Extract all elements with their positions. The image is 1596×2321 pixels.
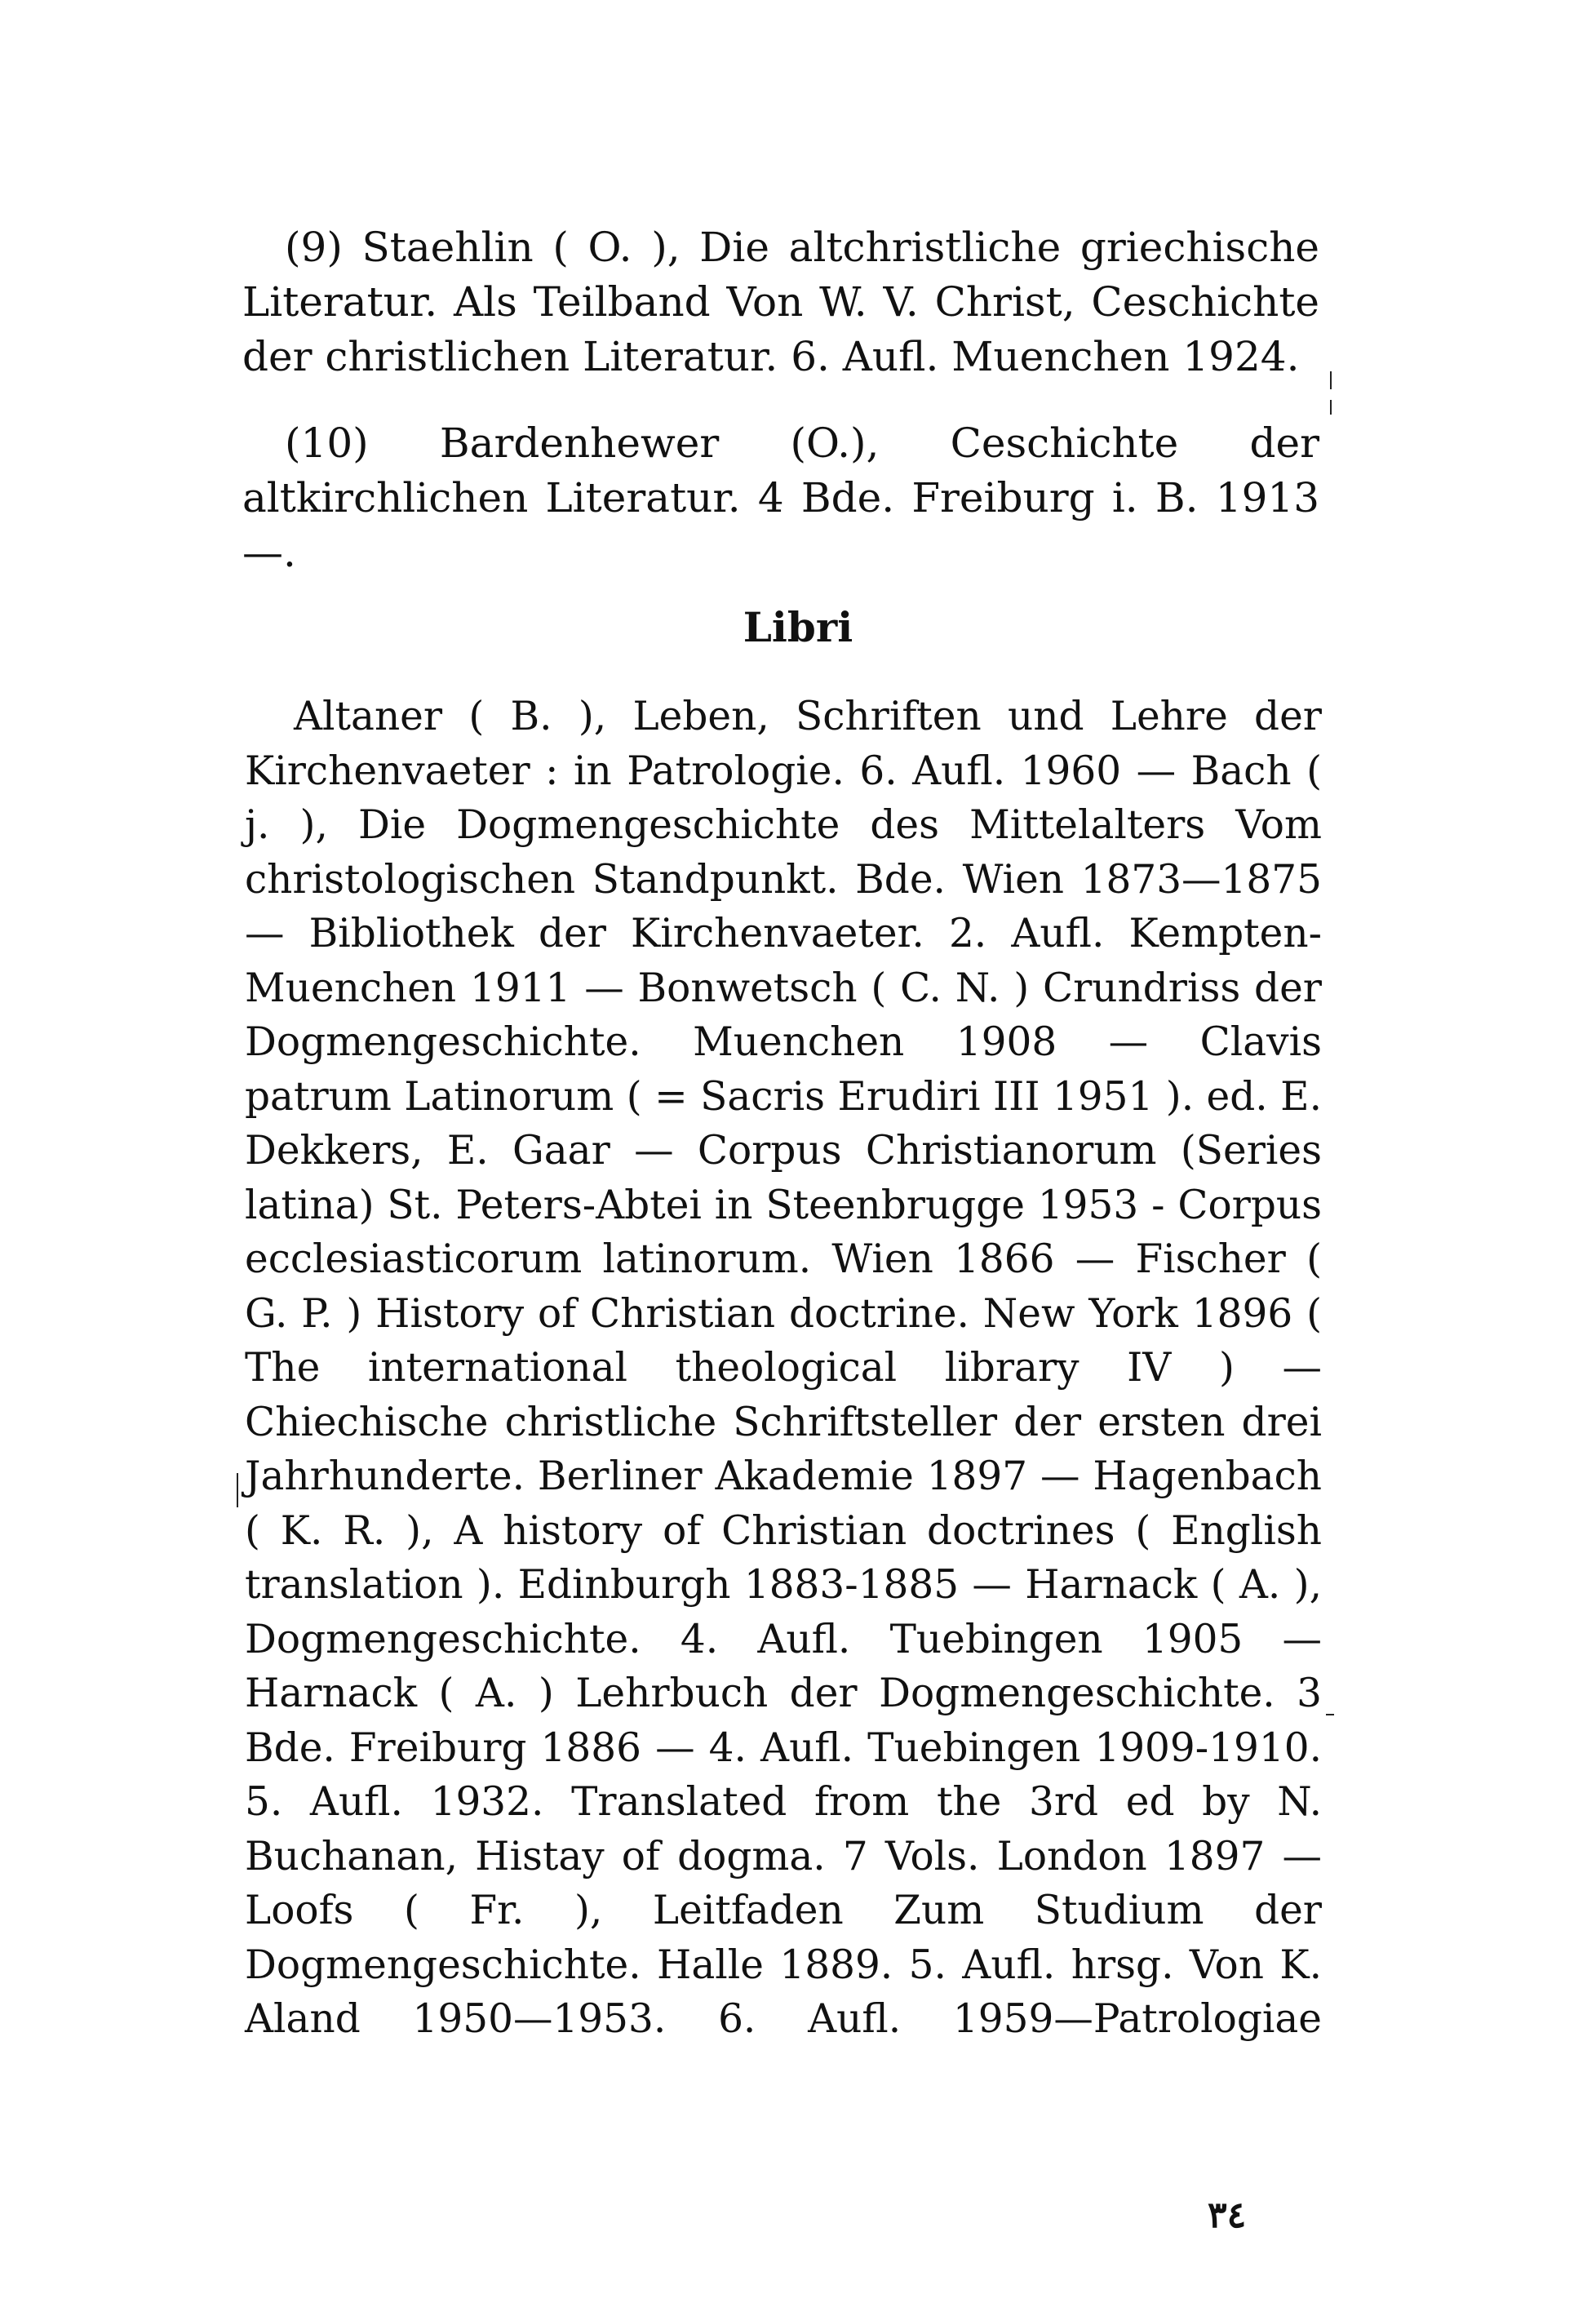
- margin-mark: [1326, 1714, 1334, 1715]
- libri-bibliography-paragraph: Altaner ( B. ), Leben, Schriften und Lehre der Kirchenvaeter : in Patrologie. 6. Aufl. 1960 — Bach ( j. ), Die Dogmengeschichte des Mittelalters Vom christologischen Standpunkt. Bde. Wien 1873—1875— Bibliothek der Kirchenvaeter. 2. Aufl. Kempten- Muenchen 1911 — Bonwetsch ( C. N. ) Crundriss der Dogmengeschichte. Muenchen 1908 — Clavis patrum Latinorum ( = Sacris Erudiri III 1951 ). ed. E. Dekkers, E. Gaar — Corpus Christianorum (Series latina) St. Peters-Abtei in Steenbrugge 1953 - Corpus ecclesiasticorum latinorum. Wien 1866 — Fischer ( G. P. ) History of Christian doctrine. New York 1896 ( The international theological library IV ) — Chiechische christliche Schriftsteller der ersten drei Jahrhunderte. Berliner Akademie 1897 — Hagenbach ( K. R. ), A history of Christian doctrines ( English translation ). Edinburgh 1883-1885 — Harnack ( A. ), Dogmengeschichte. 4. Aufl. Tuebingen 1905 — Harnack ( A. ) Lehrbuch der Dogmengeschichte. 3 Bde. Freiburg 1886 — 4. Aufl. Tuebingen 1909-1910. 5. Aufl. 1932. Translated from the 3rd ed by N. Buchanan, Histay of dogma. 7 Vols. London 1897 — Loofs ( Fr. ), Leitfaden Zum Studium der Dogmengeschichte. Halle 1889. 5. Aufl. hrsg. Von K. Aland 1950—1953. 6. Aufl. 1959—Patrologiae: [245, 694, 1322, 2042]
- margin-mark: [1330, 400, 1332, 415]
- margin-mark: [1330, 371, 1332, 389]
- reference-9: (9) Staehlin ( O. ), Die altchristliche griechische Literatur. Als Teilband Von W. V. Christ, Ceschichte der christlichen Literatur. 6. Aufl. Muenchen 1924.: [242, 224, 1319, 380]
- section-heading-libri: Libri: [743, 603, 853, 651]
- reference-10: (10) Bardenhewer (O.), Ceschichte der altkirchlichen Literatur. 4 Bde. Freiburg i. B. 1913 —.: [242, 419, 1319, 576]
- margin-mark: [237, 1473, 238, 1507]
- page-number: ٣٤: [1208, 2195, 1247, 2236]
